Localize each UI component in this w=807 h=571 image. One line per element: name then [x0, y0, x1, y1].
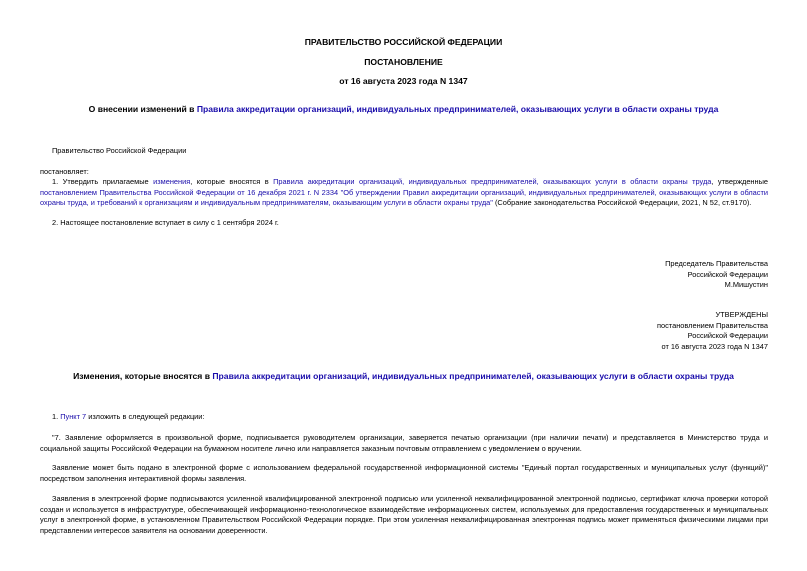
- p1-text-c: , которые вносятся в: [190, 177, 274, 186]
- change-item-1: [52, 412, 205, 423]
- document-type: ПОСТАНОВЛЕНИЕ: [364, 57, 443, 67]
- point-7-link[interactable]: Пункт 7: [60, 412, 87, 421]
- signature-name: М.Мишустин: [724, 280, 768, 290]
- approval-decree: постановлением Правительства: [657, 320, 768, 330]
- p1-text-e: , утвержденные: [711, 177, 769, 186]
- approval-date: от 16 августа 2023 года N 1347: [661, 341, 768, 351]
- p1-text-a: 1. Утвердить прилагаемые: [52, 177, 154, 186]
- change-item-text: изложить в следующей редакции:: [86, 412, 205, 421]
- changes-title: [0, 371, 807, 381]
- quote-paragraph-1: "7. Заявление оформляется в произвольной форме, подписывается руководителем организации, заверяется печатью организации (при наличии печати) и представляется в Министерство труда и социальной защиты Российской Федерации на бумажном носителе лично или направляется заказным почтовым отправлением с уведомлением о вручении.: [40, 433, 768, 453]
- document-title: [0, 104, 807, 114]
- signature-block: [568, 259, 768, 291]
- changes-title-prefix: Изменения, которые вносятся в: [73, 371, 213, 381]
- signature-country: Российской Федерации: [687, 269, 768, 279]
- approval-block: [568, 310, 768, 352]
- government-name: Правительство Российской Федерации: [52, 146, 187, 155]
- government-heading: ПРАВИТЕЛЬСТВО РОССИЙСКОЙ ФЕДЕРАЦИИ: [304, 37, 503, 47]
- title-rules-link[interactable]: Правила аккредитации организаций, индивидуальных предпринимателей, оказывающих услуги в области охраны труда: [196, 104, 719, 114]
- approval-country: Российской Федерации: [687, 331, 768, 341]
- quote-paragraph-3: Заявления в электронной форме подписываются усиленной квалифицированной электронной подписью или усиленной неквалифицированной электронной подписью, сертификат ключа проверки которой создан и используется в инфраструктуре, обеспечивающей информационно-технологическое взаимодействие информационных систем, используемых для предоставления государственных и муниципальных услуг в электронной форме, в установленном Правительством Российской Федерации порядке. При этом усиленная неквалифицированная электронная подпись может применяться физическими лицами при представлении интересов заявителя на основании доверенности.: [40, 494, 768, 535]
- p1-text-g: (Собрание законодательства Российской Федерации, 2021, N 52, ст.9170).: [492, 198, 752, 207]
- signature-position: Председатель Правительства: [665, 259, 768, 268]
- paragraph-2: 2. Настоящее постановление вступает в силу с 1 сентября 2024 г.: [52, 218, 279, 227]
- decrees-word: постановляет:: [40, 167, 89, 176]
- paragraph-1: [40, 177, 768, 209]
- decree-2334-link[interactable]: постановлением Правительства Российской Федерации от 16 декабря 2021 г. N 2334 "Об утверждении Правил аккредитации организаций, индивидуальных предпринимателей, оказывающих услуги в области охраны труда, и требований к организациям и индивидуальным предпринимателям, оказывающим услуги в области охраны труда": [40, 187, 768, 207]
- change-item-number: 1.: [52, 412, 61, 421]
- title-prefix: О внесении изменений в: [88, 104, 197, 114]
- document-date-number: от 16 августа 2023 года N 1347: [339, 76, 468, 86]
- rules-link[interactable]: Правила аккредитации организаций, индивидуальных предпринимателей, оказывающих услуги в области охраны труда: [273, 177, 712, 186]
- quote-paragraph-2: Заявление может быть подано в электронной форме с использованием федеральной государственной информационной системы "Единый портал государственных и муниципальных услуг (функций)" посредством заполнения интерактивной формы заявления.: [40, 463, 768, 483]
- changes-title-rules-link[interactable]: Правила аккредитации организаций, индивидуальных предпринимателей, оказывающих услуги в области охраны труда: [212, 371, 734, 381]
- changes-link[interactable]: изменения: [153, 177, 191, 186]
- approval-title: УТВЕРЖДЕНЫ: [715, 310, 768, 319]
